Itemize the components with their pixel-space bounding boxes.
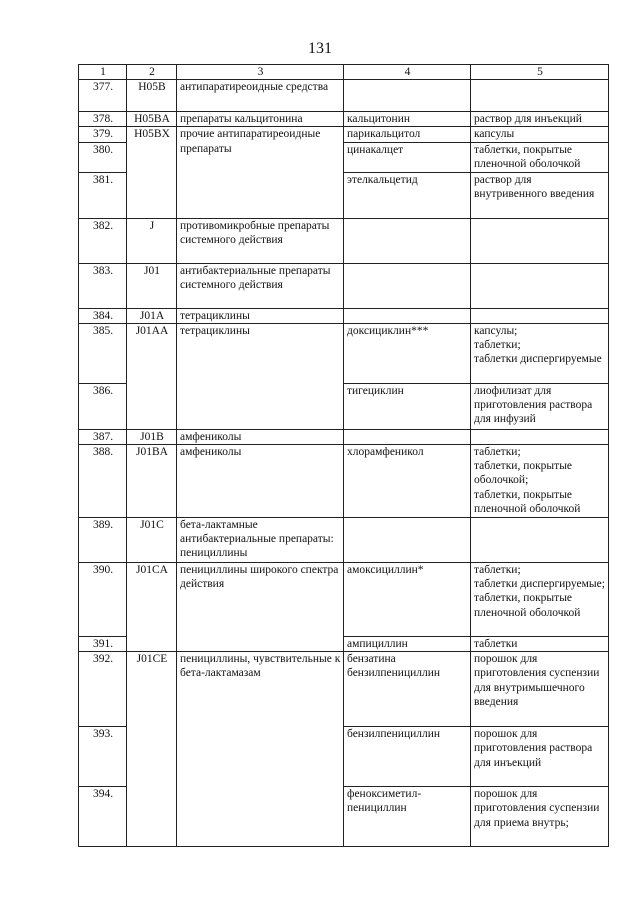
atc-code: J01CE xyxy=(127,652,177,847)
row-number: 386. xyxy=(79,383,127,429)
atc-code: J xyxy=(127,218,177,263)
table-row xyxy=(79,445,609,518)
drug-name: тигециклин xyxy=(344,383,471,429)
dosage-form xyxy=(471,218,609,263)
dosage-form: капсулы xyxy=(471,127,609,142)
drug-name: феноксиметил-пенициллин xyxy=(344,787,471,847)
dosage-form: таблетки; таблетки диспергируемые; таблетки, покрытые пленочной оболочкой xyxy=(471,563,609,637)
row-number: 377. xyxy=(79,80,127,112)
drug-name xyxy=(344,429,471,444)
drug-name: доксициклин*** xyxy=(344,323,471,383)
dosage-form: порошок для приготовления раствора для инъекций xyxy=(471,727,609,787)
drug-name: кальцитонин xyxy=(344,112,471,127)
page-number: 131 xyxy=(308,40,332,57)
column-header: 5 xyxy=(471,65,609,80)
dosage-form: таблетки, покрытые пленочной оболочкой xyxy=(471,142,609,172)
row-number: 388. xyxy=(79,445,127,518)
row-number: 394. xyxy=(79,787,127,847)
anatomical-therapeutic-group: тетрациклины xyxy=(177,323,344,429)
dosage-form: порошок для приготовления суспензии для внутримышечного введения xyxy=(471,652,609,727)
atc-code: H05BA xyxy=(127,112,177,127)
drug-name: этелкальцетид xyxy=(344,172,471,218)
anatomical-therapeutic-group: амфениколы xyxy=(177,445,344,518)
atc-code: J01B xyxy=(127,429,177,444)
drug-name: хлорамфеникол xyxy=(344,445,471,518)
atc-code: J01CA xyxy=(127,563,177,652)
drug-name: бензатина бензилпенициллин xyxy=(344,652,471,727)
column-header: 3 xyxy=(177,65,344,80)
row-number: 378. xyxy=(79,112,127,127)
anatomical-therapeutic-group: пенициллины широкого спектра действия xyxy=(177,563,344,652)
table-row xyxy=(79,323,609,383)
atc-code: J01C xyxy=(127,518,177,563)
table-row xyxy=(79,112,609,127)
row-number: 385. xyxy=(79,323,127,383)
drug-name: бензилпенициллин xyxy=(344,727,471,787)
dosage-form: порошок для приготовления суспензии для приема внутрь; xyxy=(471,787,609,847)
atc-code: H05BX xyxy=(127,127,177,218)
dosage-form: лиофилизат для приготовления раствора для инфузий xyxy=(471,383,609,429)
anatomical-therapeutic-group: амфениколы xyxy=(177,429,344,444)
table-row xyxy=(79,80,609,112)
row-number: 390. xyxy=(79,563,127,637)
row-number: 383. xyxy=(79,263,127,308)
anatomical-therapeutic-group: пенициллины, чувствительные к бета-лактамазам xyxy=(177,652,344,847)
dosage-form xyxy=(471,308,609,323)
atc-code: H05B xyxy=(127,80,177,112)
dosage-form: таблетки; таблетки, покрытые оболочкой; таблетки, покрытые пленочной оболочкой xyxy=(471,445,609,518)
drug-name xyxy=(344,80,471,112)
anatomical-therapeutic-group: тетрациклины xyxy=(177,308,344,323)
atc-code: J01AA xyxy=(127,323,177,429)
drug-name: амоксициллин* xyxy=(344,563,471,637)
row-number: 380. xyxy=(79,142,127,172)
column-header: 2 xyxy=(127,65,177,80)
table-row xyxy=(79,127,609,142)
row-number: 393. xyxy=(79,727,127,787)
drug-name: цинакалцет xyxy=(344,142,471,172)
registry-table xyxy=(78,64,609,847)
dosage-form xyxy=(471,263,609,308)
dosage-form: капсулы; таблетки; таблетки диспергируемые xyxy=(471,323,609,383)
atc-code: J01A xyxy=(127,308,177,323)
atc-code: J01 xyxy=(127,263,177,308)
drug-name xyxy=(344,218,471,263)
drug-name: ампициллин xyxy=(344,637,471,652)
table-row xyxy=(79,429,609,444)
drug-name xyxy=(344,518,471,563)
table-row xyxy=(79,652,609,727)
anatomical-therapeutic-group: прочие антипаратиреоидные препараты xyxy=(177,127,344,218)
anatomical-therapeutic-group: бета-лактамные антибактериальные препараты: пенициллины xyxy=(177,518,344,563)
row-number: 389. xyxy=(79,518,127,563)
dosage-form xyxy=(471,80,609,112)
dosage-form xyxy=(471,429,609,444)
anatomical-therapeutic-group: антибактериальные препараты системного действия xyxy=(177,263,344,308)
column-header: 4 xyxy=(344,65,471,80)
anatomical-therapeutic-group: препараты кальцитонина xyxy=(177,112,344,127)
anatomical-therapeutic-group: противомикробные препараты системного действия xyxy=(177,218,344,263)
dosage-form: таблетки xyxy=(471,637,609,652)
row-number: 384. xyxy=(79,308,127,323)
dosage-form: раствор для внутривенного введения xyxy=(471,172,609,218)
dosage-form: раствор для инъекций xyxy=(471,112,609,127)
drug-name: парикальцитол xyxy=(344,127,471,142)
row-number: 381. xyxy=(79,172,127,218)
row-number: 387. xyxy=(79,429,127,444)
table-row xyxy=(79,563,609,637)
header-row xyxy=(79,65,609,80)
row-number: 379. xyxy=(79,127,127,142)
drug-name xyxy=(344,263,471,308)
table-row xyxy=(79,263,609,308)
row-number: 391. xyxy=(79,637,127,652)
anatomical-therapeutic-group: антипаратиреоидные средства xyxy=(177,80,344,112)
table-row xyxy=(79,308,609,323)
dosage-form xyxy=(471,518,609,563)
row-number: 392. xyxy=(79,652,127,727)
atc-code: J01BA xyxy=(127,445,177,518)
column-header: 1 xyxy=(79,65,127,80)
row-number: 382. xyxy=(79,218,127,263)
table-row xyxy=(79,218,609,263)
drug-name xyxy=(344,308,471,323)
table-row xyxy=(79,518,609,563)
